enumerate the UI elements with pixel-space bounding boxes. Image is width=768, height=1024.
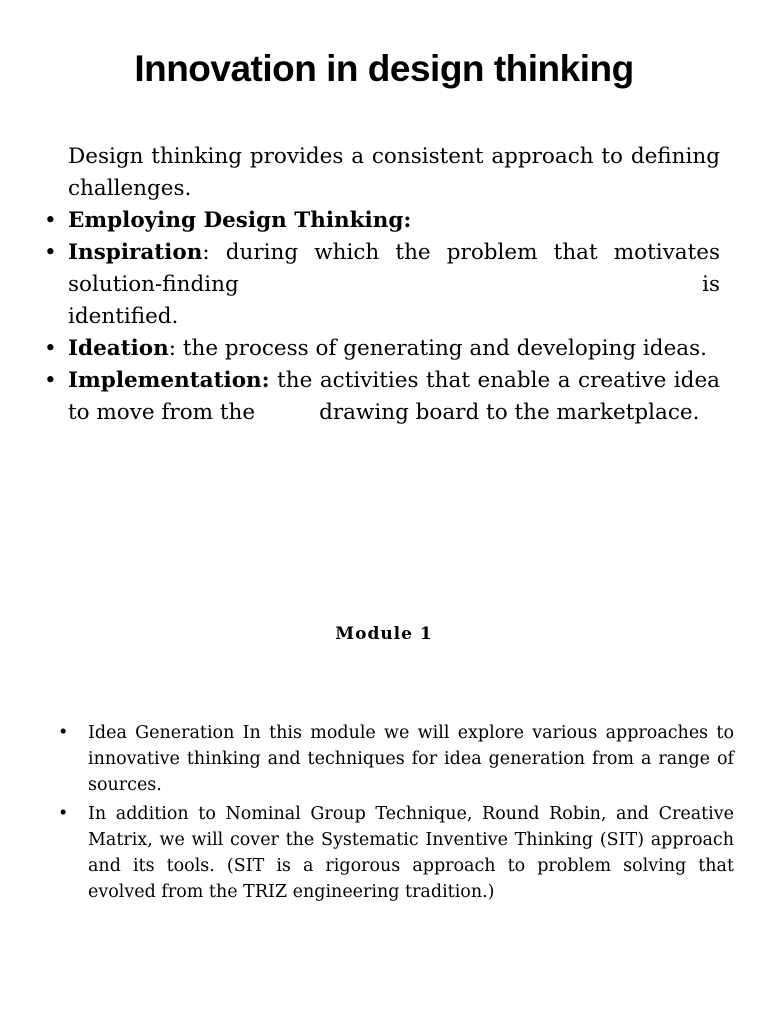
bullet-dot: •	[44, 368, 57, 393]
bullet-inspiration	[44, 237, 720, 333]
bullet-dot: •	[44, 240, 57, 265]
bullet-dot: •	[44, 336, 57, 361]
bullet-term: Ideation	[68, 336, 169, 361]
bullet-text-continued: identified.	[68, 304, 179, 329]
bullet-employing	[44, 205, 720, 237]
module-heading: Module 1	[335, 624, 433, 644]
module-item-text: Idea Generation In this module we will explore various approaches to innovative thinking and techniques for idea generation from a range of sources.	[88, 723, 734, 795]
intro-paragraph: Design thinking provides a consistent approach to defining challenges.	[68, 144, 720, 201]
bullet-term: Inspiration	[68, 240, 203, 265]
bullet-text-continued: drawing board to the marketplace.	[319, 400, 700, 425]
bullet-implementation	[44, 365, 720, 429]
bullet-dot: •	[58, 804, 69, 824]
bullet-text: : during which the problem that motivates solution-finding is	[68, 240, 720, 297]
bullet-ideation	[44, 333, 720, 365]
module-item-text: In addition to Nominal Group Technique, Round Robin, and Creative Matrix, we will cover the Systematic Inventive Thinking (SIT) approach and its tools. (SIT is a rigorous approach to problem solving that evolved from the TRIZ engineering tradition.)	[88, 804, 734, 902]
bullet-term: Employing Design Thinking:	[68, 208, 412, 233]
module-item	[58, 801, 734, 905]
module-list	[58, 720, 734, 908]
module-item	[58, 720, 734, 798]
slide-body	[44, 141, 720, 429]
bullet-text: the activities that enable a creative idea to move from the	[68, 368, 720, 425]
slide-title: Innovation in design thinking	[134, 48, 634, 89]
bullet-line	[68, 237, 720, 301]
bullet-text: : the process of generating and developing ideas.	[168, 336, 707, 361]
bullet-dot: •	[58, 723, 69, 743]
bullet-term: Implementation:	[68, 368, 270, 393]
bullet-dot: •	[44, 208, 57, 233]
